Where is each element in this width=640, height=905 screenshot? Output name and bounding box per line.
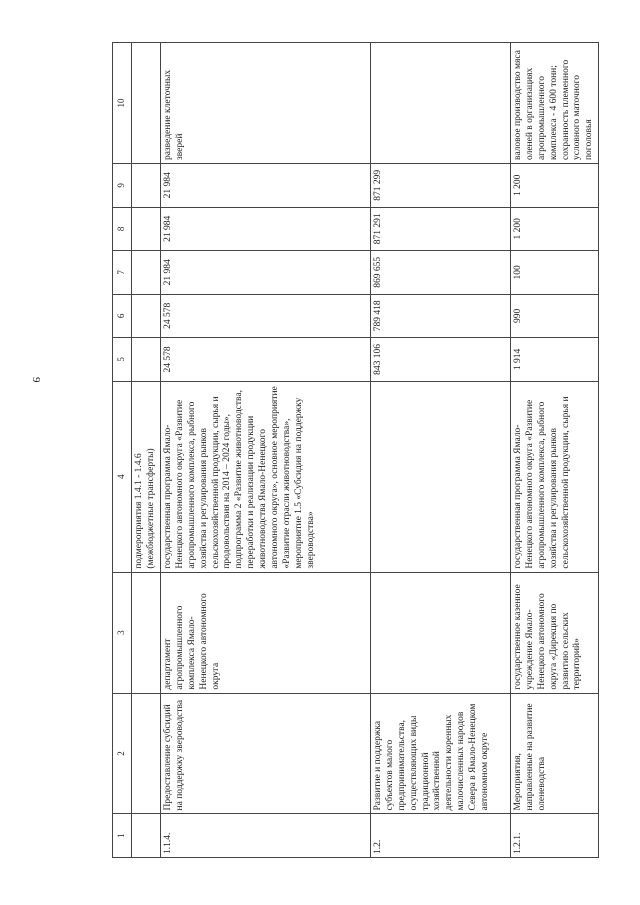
- header-cell: 2: [113, 693, 132, 814]
- header-cell: 7: [113, 251, 132, 295]
- row-number: 1.2.1.: [511, 814, 599, 858]
- subnote-cell: подмероприятия 1.4.1 - 1.4.6 (межбюджетные трансферты): [132, 381, 161, 572]
- table-row: [161, 43, 371, 858]
- header-cell: 3: [113, 572, 132, 693]
- table-cell: [132, 294, 161, 338]
- subnote-row: [132, 43, 161, 858]
- table-cell: [132, 572, 161, 693]
- program-table: [112, 42, 599, 858]
- header-cell: 4: [113, 381, 132, 572]
- value-cell: 1 200: [511, 207, 599, 251]
- value-cell: 1 914: [511, 338, 599, 382]
- table-cell: [132, 251, 161, 295]
- table-cell: [132, 207, 161, 251]
- executor: департамент агропромышленного комплекса Ямало-Ненецкого автономного округа: [161, 572, 371, 693]
- measure-name: Развитие и поддержка субъектов малого предпринимательства, осуществляющих виды традиционной хозяйственной деятельности коренных малочисленных народов Севера в Ямало-Ненецком автономном округе: [371, 693, 511, 814]
- value-cell: 843 106: [371, 338, 511, 382]
- header-cell: 10: [113, 43, 132, 164]
- result-cell: разведение клеточных зверей: [161, 43, 371, 164]
- table-cell: [132, 693, 161, 814]
- value-cell: 21 984: [161, 251, 371, 295]
- value-cell: 990: [511, 294, 599, 338]
- executor: государственное казенное учреждение Ямало-Ненецкого автономного округа «Дирекция по развитию сельских территорий»: [511, 572, 599, 693]
- header-row: [113, 43, 132, 858]
- value-cell: 871 299: [371, 164, 511, 208]
- value-cell: 21 984: [161, 207, 371, 251]
- header-cell: 1: [113, 814, 132, 858]
- header-cell: 8: [113, 207, 132, 251]
- program-reference: государственная программа Ямало-Ненецкого автономного округа «Развитие агропромышленного комплекса, рыбного хозяйства и регулирования рынков сельскохозяйственной продукции, сырья и продовольствия на 2014 – 2024 годы», подпрограмма 2 «Развитие животноводства, переработки и реализации продукции животноводства Ямало-Ненецкого автономного округа», основное мероприятие «Развитие отрасли животноводства», мероприятие 1.5 «Субсидия на поддержку звероводства»: [161, 381, 371, 572]
- measure-name: Предоставление субсидий на поддержку звероводства: [161, 693, 371, 814]
- table-cell: [132, 338, 161, 382]
- result-cell: [371, 43, 511, 164]
- value-cell: 24 578: [161, 338, 371, 382]
- value-cell: 789 418: [371, 294, 511, 338]
- program-reference: государственная программа Ямало-Ненецкого автономного округа «Развитие агропромышленного комплекса, рыбного хозяйства и регулирования рынков сельскохозяйственной продукции, сырья и: [511, 381, 599, 572]
- value-cell: 869 655: [371, 251, 511, 295]
- executor: [371, 572, 511, 693]
- table-cell: [132, 814, 161, 858]
- table-row: [511, 43, 599, 858]
- value-cell: 871 291: [371, 207, 511, 251]
- measure-name: Мероприятия, направленные на развитие оленеводства: [511, 693, 599, 814]
- value-cell: 1 200: [511, 164, 599, 208]
- rotated-table-page: [112, 42, 595, 858]
- header-cell: 9: [113, 164, 132, 208]
- row-number: 1.2.: [371, 814, 511, 858]
- program-reference: [371, 381, 511, 572]
- table-row: [371, 43, 511, 858]
- value-cell: 24 578: [161, 294, 371, 338]
- header-cell: 5: [113, 338, 132, 382]
- page-number: 9: [30, 377, 42, 383]
- value-cell: 21 984: [161, 164, 371, 208]
- header-cell: 6: [113, 294, 132, 338]
- table-cell: [132, 43, 161, 164]
- result-cell: валовое производство мяса оленей в организациях агропромышленного комплекса - 4 600 тонн; сохранность племенного условного маточного поголовья: [511, 43, 599, 164]
- table-cell: [132, 164, 161, 208]
- value-cell: 100: [511, 251, 599, 295]
- row-number: 1.1.4.: [161, 814, 371, 858]
